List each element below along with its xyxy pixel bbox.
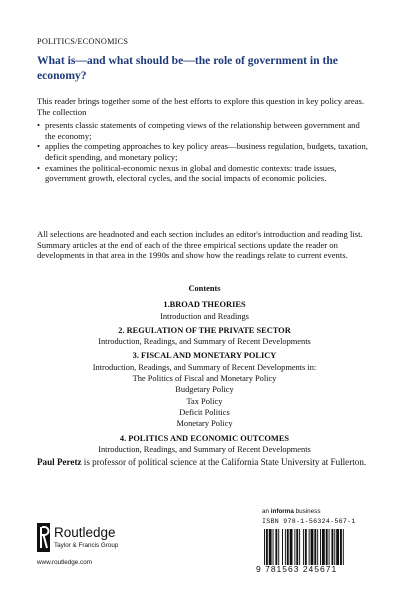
bullet-icon: • — [37, 141, 41, 152]
contents-section-heading: 1.BROAD THEORIES — [163, 300, 246, 310]
contents-title: Contents — [188, 284, 221, 293]
publisher-website: www.routledge.com — [37, 559, 92, 566]
feature-list-item — [37, 163, 372, 184]
contents-line: Introduction and Readings — [160, 311, 249, 321]
contents-line: Introduction, Readings, and Summary of Recent Developments in: — [92, 362, 317, 372]
contents-line: The Politics of Fiscal and Monetary Policy — [132, 374, 277, 384]
informa-word: informa — [270, 508, 294, 515]
feature-list-item — [37, 120, 372, 141]
feature-text: applies the competing approaches to key policy areas—business regulation, budgets, taxation, deficit spending, and monetary policy; — [45, 141, 368, 162]
author-bio-text: is professor of political science at the California State University at Fullerton. — [81, 457, 367, 467]
publisher-group: Taylor & Francis Group — [54, 542, 119, 549]
barcode-icon — [262, 529, 366, 565]
contents-section-heading: 4. POLITICS AND ECONOMIC OUTCOMES — [119, 433, 290, 443]
contents-section — [37, 283, 372, 455]
intro-section — [37, 96, 372, 184]
category-label: POLITICS/ECONOMICS — [37, 37, 129, 46]
bullet-icon: • — [37, 162, 41, 173]
intro-paragraph: This reader brings together some of the best efforts to explore this question in key policy areas. The collection — [37, 96, 365, 117]
contents-line: Budgetary Policy — [175, 385, 234, 395]
contents-line: Introduction, Readings, and Summary of Recent Developments — [98, 337, 311, 347]
bullet-icon: • — [37, 120, 41, 131]
contents-line: Introduction, Readings, and Summary of Recent Developments — [98, 444, 311, 454]
barcode-digits: 9 781563 245671 — [256, 564, 338, 574]
contents-section-heading: 3. FISCAL AND MONETARY POLICY — [132, 351, 277, 361]
selections-paragraph: All selections are headnoted and each section includes an editor's introduction and reading list. Summary articles at the end of each of the three empirical sections update the reader on developments in that area in the 1990s and show how the readings relate to current events. — [37, 229, 363, 261]
author-bio — [37, 457, 372, 469]
feature-text: examines the political-economic nexus in global and domestic contexts: trade issues, government growth, electoral cycles, and the social impacts of economic policies. — [45, 162, 337, 184]
contents-line: Deficit Politics — [179, 407, 230, 417]
feature-list — [37, 120, 372, 184]
contents-line: Monetary Policy — [176, 419, 233, 429]
author-name: Paul Peretz — [37, 457, 82, 467]
feature-list-item — [37, 141, 372, 162]
informa-tagline — [262, 508, 320, 515]
headline: What is—and what should be—the role of government in the economy? — [37, 54, 338, 82]
informa-prefix: an — [262, 508, 271, 515]
contents-section-heading: 2. REGULATION OF THE PRIVATE SECTOR — [118, 325, 291, 335]
routledge-r-mark-icon — [37, 523, 50, 552]
contents-line: Tax Policy — [186, 396, 223, 406]
feature-text: presents classic statements of competing views of the relationship between government and the economy; — [45, 120, 360, 141]
publisher-name: Routledge — [54, 525, 116, 540]
informa-suffix: business — [293, 508, 321, 515]
isbn-label: ISBN 978-1-56324-567-1 — [262, 518, 356, 525]
